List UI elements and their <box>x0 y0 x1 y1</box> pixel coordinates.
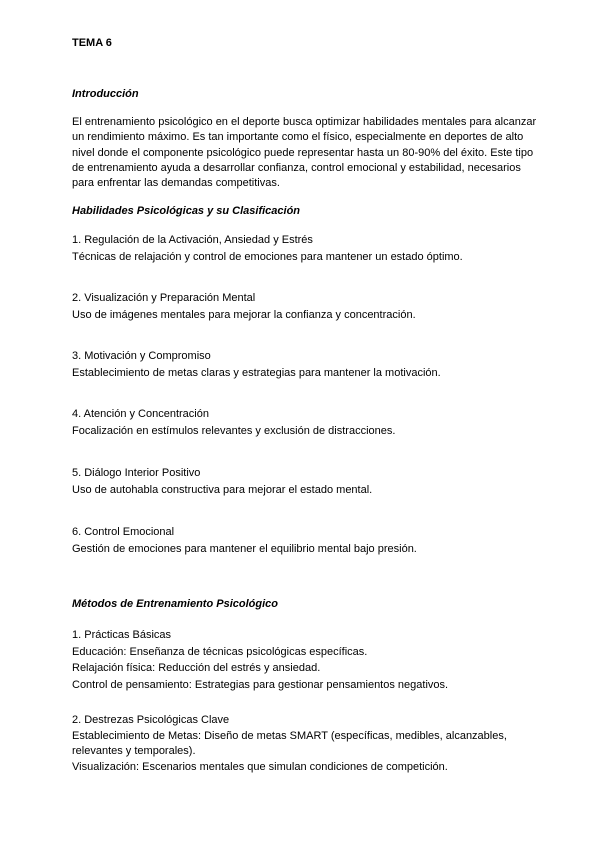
method-line: Relajación física: Reducción del estrés y ansiedad. <box>72 662 321 674</box>
skill-title: 2. Visualización y Preparación Mental <box>72 292 256 304</box>
method-group-title: 1. Prácticas Básicas <box>72 629 172 641</box>
methods-heading: Métodos de Entrenamiento Psicológico <box>72 598 278 610</box>
skill-title: 6. Control Emocional <box>72 526 175 538</box>
skills-heading: Habilidades Psicológicas y su Clasificación <box>72 205 301 217</box>
method-line: Establecimiento de Metas: Diseño de metas SMART (específicas, medibles, alcanzables, relevantes y temporales). <box>72 729 507 758</box>
skill-description: Técnicas de relajación y control de emociones para mantener un estado óptimo. <box>72 250 463 263</box>
skill-title: 1. Regulación de la Activación, Ansiedad y Estrés <box>72 234 313 246</box>
skill-description: Focalización en estímulos relevantes y exclusión de distracciones. <box>72 424 396 437</box>
method-group <box>72 627 537 693</box>
skill-title: 3. Motivación y Compromiso <box>72 350 211 362</box>
skill-item <box>72 232 537 265</box>
document-title: TEMA 6 <box>72 37 112 49</box>
skill-description: Uso de imágenes mentales para mejorar la confianza y concentración. <box>72 308 416 321</box>
skill-item <box>72 465 537 498</box>
skill-description: Establecimiento de metas claras y estrategias para mantener la motivación. <box>72 366 441 379</box>
skill-item <box>72 290 537 323</box>
skill-item <box>72 406 537 439</box>
skill-item <box>72 524 537 557</box>
introduction-paragraph: El entrenamiento psicológico en el deporte busca optimizar habilidades mentales para alcanzar un rendimiento máximo. Es tan importante como el físico, especialmente en deportes de alto nivel donde el componente psicológico puede representar hasta un 80-90% del éxito. Este tipo de entrenamiento ayuda a desarrollar confianza, control emocional y estabilidad, necesarios para enfrentar las demandas competitivas. <box>72 116 537 190</box>
introduction-heading: Introducción <box>72 88 139 100</box>
method-line: Educación: Enseñanza de técnicas psicológicas específicas. <box>72 645 368 658</box>
skill-title: 4. Atención y Concentración <box>72 408 209 420</box>
method-group <box>72 713 537 775</box>
skill-description: Gestión de emociones para mantener el equilibrio mental bajo presión. <box>72 542 417 555</box>
method-line: Control de pensamiento: Estrategias para gestionar pensamientos negativos. <box>72 678 449 691</box>
method-line: Visualización: Escenarios mentales que simulan condiciones de competición. <box>72 760 448 773</box>
method-group-title: 2. Destrezas Psicológicas Clave <box>72 714 230 726</box>
skill-title: 5. Diálogo Interior Positivo <box>72 467 201 479</box>
skill-item <box>72 348 537 381</box>
skill-description: Uso de autohabla constructiva para mejorar el estado mental. <box>72 483 373 496</box>
